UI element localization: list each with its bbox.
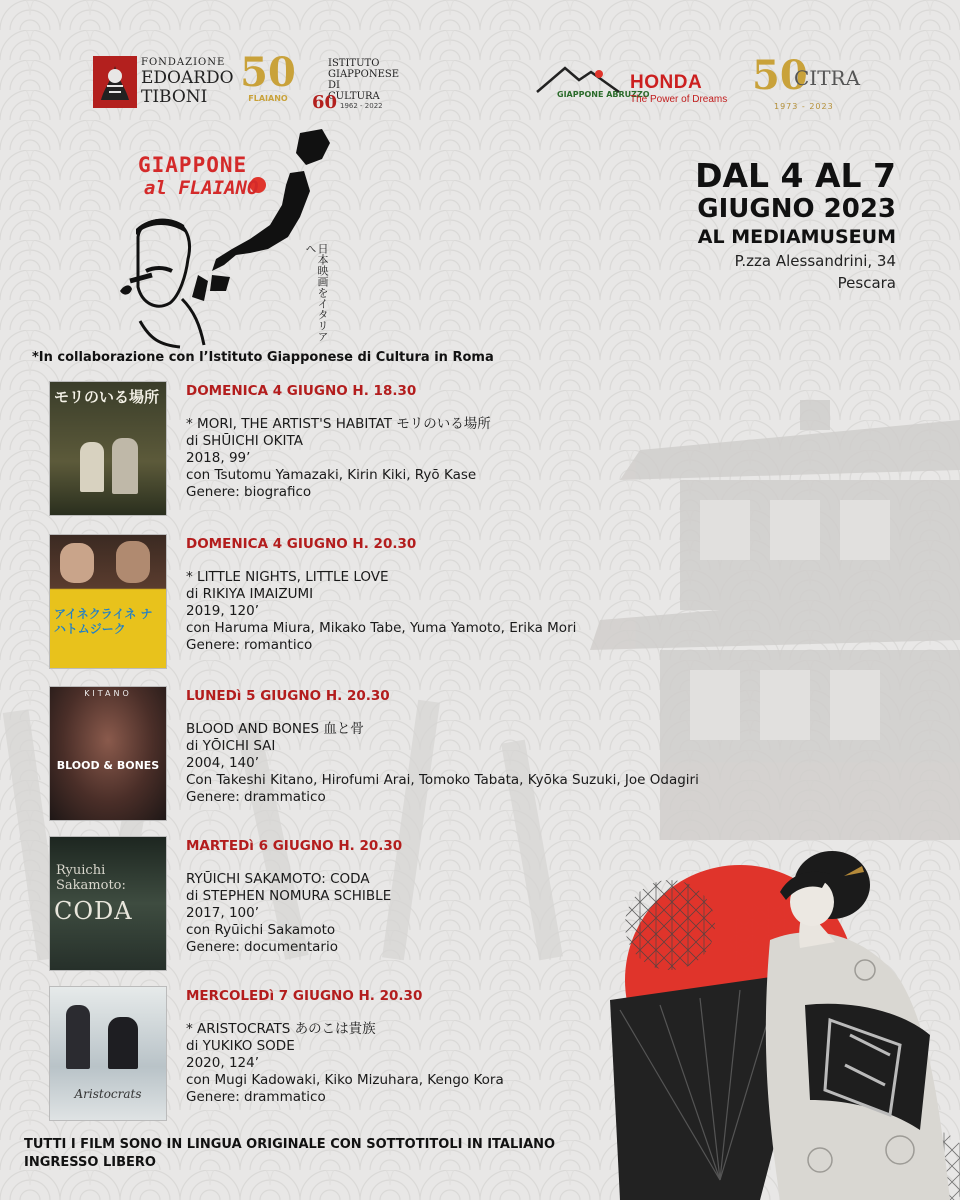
- film-genre: Genere: romantico: [186, 637, 313, 653]
- film-title: BLOOD AND BONES 血と骨: [186, 721, 364, 737]
- poster-title: モリのいる場所: [54, 388, 160, 406]
- film-info: [186, 535, 826, 654]
- venue-name: AL MEDIAMUSEUM: [697, 226, 896, 248]
- film-year-duration: 2020, 124’: [186, 1055, 259, 1071]
- film-poster: [50, 382, 166, 515]
- film-schedule: DOMENICA 4 GIUGNO H. 20.30: [186, 536, 417, 552]
- honda-logo: [630, 72, 745, 108]
- film-info: [186, 987, 826, 1106]
- poster-top-text: Ryuichi Sakamoto:: [56, 863, 126, 893]
- tiboni-emblem-icon: [93, 56, 137, 108]
- istituto-line2: GIAPPONESE: [328, 69, 400, 80]
- film-title: * MORI, THE ARTIST'S HABITAT モリのいる場所: [186, 416, 491, 432]
- istituto-years: 1962 - 2022: [340, 102, 383, 110]
- date-month-year: GIUGNO 2023: [697, 194, 896, 224]
- istituto-line1: ISTITUTO: [328, 58, 380, 69]
- tiboni-line3: TIBONI: [141, 87, 208, 107]
- film-year-duration: 2018, 99’: [186, 450, 251, 466]
- istituto-60-number: 60: [312, 92, 338, 113]
- istituto-line3: DI CULTURA: [328, 80, 380, 102]
- honda-name: HONDA: [630, 72, 703, 93]
- istituto-giapponese-logo: [312, 52, 400, 114]
- film-cast: con Tsutomu Yamazaki, Kirin Kiki, Ryō Kase: [186, 467, 477, 483]
- fondazione-tiboni-logo: [93, 56, 234, 112]
- footer-notes: [24, 1136, 555, 1172]
- film-genre: Genere: drammatico: [186, 1089, 326, 1105]
- festival-logo-line1: GIAPPONE: [138, 153, 248, 177]
- film-schedule: MERCOLEDì 7 GIUGNO H. 20.30: [186, 988, 423, 1004]
- film-poster: [50, 837, 166, 970]
- film-genre: Genere: documentario: [186, 939, 338, 955]
- film-poster: [50, 535, 166, 668]
- film-info: [186, 687, 826, 806]
- flaiano-50-number: 50: [240, 49, 296, 96]
- footer-free-entry: INGRESSO LIBERO: [24, 1155, 156, 1170]
- citra-50-number: 50: [752, 52, 808, 99]
- film-year-duration: 2004, 140’: [186, 755, 259, 771]
- giappone-abruzzo-logo: [535, 64, 650, 104]
- tiboni-line2: EDOARDO: [141, 68, 234, 88]
- festival-logo-line2: al FLAIANO: [144, 177, 259, 199]
- film-director: di SHŪICHI OKITA: [186, 433, 303, 449]
- festival-logo-vertical-jp: 日本映画をイタリアへ: [304, 243, 329, 342]
- festival-logo: [100, 125, 350, 350]
- film-schedule: DOMENICA 4 GIUGNO H. 18.30: [186, 383, 417, 399]
- film-year-duration: 2017, 100’: [186, 905, 259, 921]
- poster-title: Aristocrats: [74, 1087, 142, 1101]
- film-director: di STEPHEN NOMURA SCHIBLE: [186, 888, 392, 904]
- film-info: [186, 382, 826, 501]
- film-poster: [50, 987, 166, 1120]
- film-director: di YUKIKO SODE: [186, 1038, 295, 1054]
- film-director: di RIKIYA IMAIZUMI: [186, 586, 314, 602]
- film-cast: con Ryūichi Sakamoto: [186, 922, 336, 938]
- film-title: * LITTLE NIGHTS, LITTLE LOVE: [186, 569, 389, 585]
- tiboni-line1: FONDAZIONE: [141, 57, 226, 68]
- film-director: di YŌICHI SAI: [186, 738, 276, 754]
- poster-title: CODA: [54, 897, 133, 925]
- honda-tagline: The Power of Dreams: [630, 94, 728, 105]
- film-cast: con Haruma Miura, Mikako Tabe, Yuma Yamoto, Erika Mori: [186, 620, 577, 636]
- date-range: DAL 4 AL 7: [695, 156, 896, 195]
- footer-subtitles-note: TUTTI I FILM SONO IN LINGUA ORIGINALE CON SOTTOTITOLI IN ITALIANO: [24, 1137, 556, 1152]
- film-cast: Con Takeshi Kitano, Hirofumi Arai, Tomoko Tabata, Kyōka Suzuki, Joe Odagiri: [186, 772, 699, 788]
- flaiano-50-logo: [240, 49, 296, 112]
- film-info: [186, 837, 826, 956]
- giappone-abruzzo-label: GIAPPONE ABRUZZO: [557, 90, 650, 99]
- film-schedule: MARTEDì 6 GIUGNO H. 20.30: [186, 838, 403, 854]
- collaboration-note: *In collaborazione con l’Istituto Giapponese di Cultura in Roma: [32, 350, 494, 365]
- sponsor-logos: [0, 0, 960, 130]
- poster-title: BLOOD & BONES: [56, 759, 160, 772]
- citra-logo: [752, 54, 862, 116]
- event-info: [695, 158, 896, 294]
- film-year-duration: 2019, 120’: [186, 603, 259, 619]
- film-genre: Genere: biografico: [186, 484, 312, 500]
- citra-name: CITRA: [794, 66, 861, 90]
- venue-city: Pescara: [837, 274, 896, 292]
- venue-address: P.zza Alessandrini, 34: [734, 252, 896, 270]
- film-cast: con Mugi Kadowaki, Kiko Mizuhara, Kengo Kora: [186, 1072, 504, 1088]
- citra-years: 1973 - 2023: [774, 102, 834, 111]
- film-genre: Genere: drammatico: [186, 789, 326, 805]
- film-title: RYŪICHI SAKAMOTO: CODA: [186, 871, 370, 887]
- film-poster: [50, 687, 166, 820]
- film-title: * ARISTOCRATS あのこは貴族: [186, 1021, 376, 1037]
- flaiano-50-caption: FLAIANO: [248, 94, 288, 103]
- poster-top-text: KITANO: [84, 689, 132, 698]
- poster-title: アイネクライネ ナハトムジーク: [54, 607, 153, 636]
- film-schedule: LUNEDì 5 GIUGNO H. 20.30: [186, 688, 390, 704]
